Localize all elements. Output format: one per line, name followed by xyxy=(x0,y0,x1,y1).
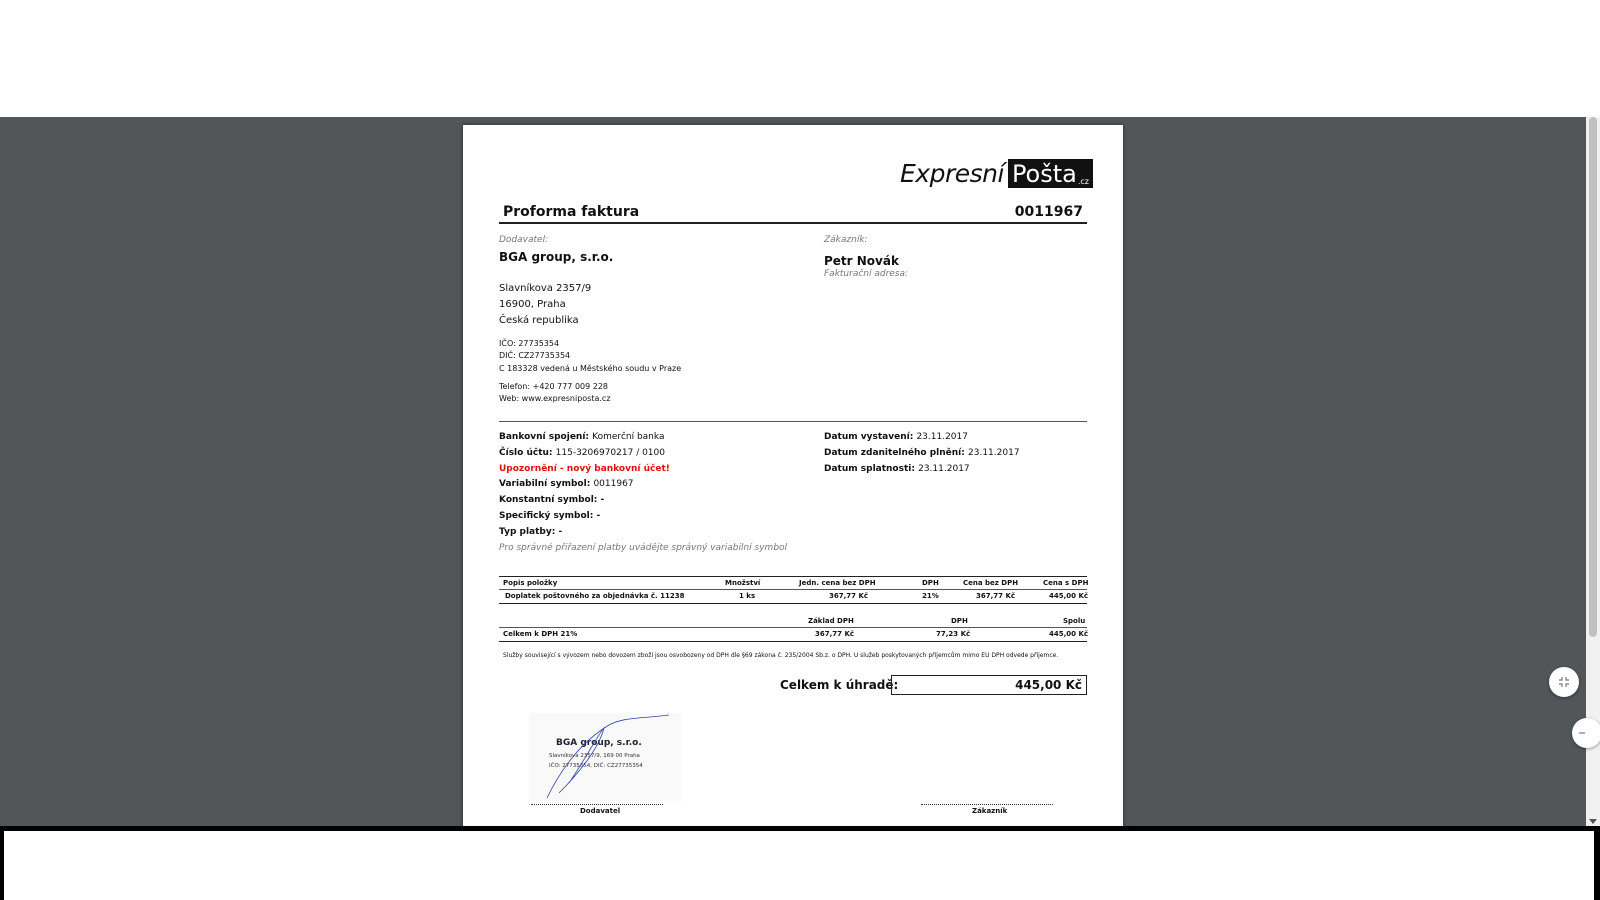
specific-symbol xyxy=(499,511,600,521)
vat-th-vat: DPH xyxy=(951,617,968,625)
th-desc: Popis položky xyxy=(503,579,558,587)
supplier-label: Dodavatel: xyxy=(499,235,549,245)
th-vat: DPH xyxy=(922,579,939,587)
issued-label: Datum vystavení: xyxy=(824,432,914,442)
taxable-value: 23.11.2017 xyxy=(968,448,1020,458)
bottom-panel xyxy=(4,831,1594,900)
scrollbar-thumb[interactable] xyxy=(1589,117,1597,637)
vat-row-label: Celkem k DPH 21% xyxy=(503,630,578,638)
bank-value: Komerční banka xyxy=(592,432,665,442)
row-price-excl: 367,77 Kč xyxy=(976,592,1016,600)
customer-signature-line xyxy=(921,804,1053,805)
scroll-down-arrow-icon[interactable] xyxy=(1589,819,1597,824)
stamp-name: BGA group, s.r.o. xyxy=(556,738,642,748)
section-divider xyxy=(499,421,1087,422)
vat-row-total: 445,00 Kč xyxy=(1049,630,1089,638)
account-label: Číslo účtu: xyxy=(499,448,553,458)
supplier-register: C 183328 vedená u Městského soudu v Praze xyxy=(499,364,682,373)
vat-row-vat: 77,23 Kč xyxy=(936,630,971,638)
type-value: - xyxy=(558,527,563,537)
customer-signature-label: Zákazník xyxy=(972,807,1008,815)
ks-label: Konstantní symbol: xyxy=(499,495,598,505)
vat-row-base: 367,77 Kč xyxy=(815,630,855,638)
signature-scribble xyxy=(529,713,681,801)
supplier-city: 16900, Praha xyxy=(499,299,566,310)
row-price-incl: 445,00 Kč xyxy=(1049,592,1089,600)
title-divider xyxy=(499,222,1087,224)
supplier-country: Česká republika xyxy=(499,315,579,326)
top-blank-area xyxy=(0,0,1600,117)
supplier-web: Web: www.expresniposta.cz xyxy=(499,394,611,403)
constant-symbol xyxy=(499,495,604,505)
bottom-panel-frame xyxy=(0,826,1600,900)
supplier-name: BGA group, s.r.o. xyxy=(499,250,614,264)
account-info xyxy=(499,448,665,458)
type-label: Typ platby: xyxy=(499,527,556,537)
th-qty: Množství xyxy=(725,579,761,587)
issued-value: 23.11.2017 xyxy=(916,432,968,442)
payment-type xyxy=(499,527,562,537)
bank-info xyxy=(499,432,664,442)
date-taxable xyxy=(824,448,1020,458)
account-value: 115-3206970217 / 0100 xyxy=(555,448,665,458)
company-stamp xyxy=(529,713,681,801)
vat-table-bottom xyxy=(499,641,1087,642)
legal-note: Služby související s vývozem nebo dovozem zboží jsou osvobozeny od DPH dle §69 zákona č. 235/2004 Sb.z. o DPH. U služeb poskytovaných příjemcům mimo EU DPH odvede příjemce. xyxy=(503,652,1059,659)
taxable-label: Datum zdanitelného plnění: xyxy=(824,448,965,458)
zoom-icon[interactable] xyxy=(1572,718,1600,748)
ss-value: - xyxy=(596,511,601,521)
ks-value: - xyxy=(600,495,605,505)
logo-box xyxy=(1008,159,1093,188)
vat-th-total: Spolu xyxy=(1063,617,1086,625)
supplier-signature-line xyxy=(531,804,663,805)
items-table-top xyxy=(499,576,1087,577)
customer-name: Petr Novák xyxy=(824,254,899,268)
document-title: Proforma faktura xyxy=(503,204,640,220)
row-qty: 1 ks xyxy=(739,592,756,600)
ss-label: Specifický symbol: xyxy=(499,511,594,521)
date-due xyxy=(824,464,970,474)
variable-symbol xyxy=(499,479,634,489)
vs-value: 0011967 xyxy=(593,479,634,489)
due-value: 23.11.2017 xyxy=(918,464,970,474)
row-desc: Doplatek poštovného za objednávka č. 11238 xyxy=(505,592,685,600)
vs-label: Variabilní symbol: xyxy=(499,479,591,489)
document-number: 0011967 xyxy=(1014,204,1083,220)
pdf-viewer[interactable] xyxy=(0,117,1586,826)
vat-header-line xyxy=(499,627,1087,628)
items-header-line xyxy=(499,589,1087,590)
total-label: Celkem k úhradě: xyxy=(780,678,899,692)
customer-label: Zákazník: xyxy=(824,235,868,245)
items-table-bottom xyxy=(499,603,1087,604)
company-logo xyxy=(900,159,1093,187)
due-label: Datum splatnosti: xyxy=(824,464,915,474)
pdf-page xyxy=(463,125,1123,826)
date-issued xyxy=(824,432,968,442)
th-unit-price: Jedn. cena bez DPH xyxy=(799,579,876,587)
bank-warning: Upozornění - nový bankovní účet! xyxy=(499,464,670,474)
supplier-phone: Telefon: +420 777 009 228 xyxy=(499,382,609,391)
total-value: 445,00 Kč xyxy=(891,675,1087,695)
stamp-ids: IČO: 27735354, DIČ: CZ27735354 xyxy=(549,763,643,769)
logo-suffix: .cz xyxy=(1077,176,1089,186)
supplier-street: Slavníkova 2357/9 xyxy=(499,283,592,294)
payment-note: Pro správné přiřazení platby uvádějte správný variabilní symbol xyxy=(499,543,788,553)
logo-text-1: Expresní xyxy=(900,158,1004,188)
supplier-dic: DIČ: CZ27735354 xyxy=(499,351,571,360)
row-vat: 21% xyxy=(922,592,939,600)
logo-text-2: Pošta xyxy=(1011,159,1077,188)
row-unit-price: 367,77 Kč xyxy=(829,592,869,600)
th-price-excl: Cena bez DPH xyxy=(963,579,1019,587)
billing-address-label: Fakturační adresa: xyxy=(824,269,909,279)
bank-label: Bankovní spojení: xyxy=(499,432,590,442)
th-price-incl: Cena s DPH xyxy=(1043,579,1089,587)
supplier-signature-label: Dodavatel xyxy=(580,807,621,815)
supplier-ico: IČO: 27735354 xyxy=(499,339,560,348)
fit-page-icon[interactable] xyxy=(1549,667,1579,697)
vat-th-base: Základ DPH xyxy=(808,617,854,625)
stamp-address: Slavníkova 2357/9, 169 00 Praha xyxy=(549,753,640,759)
